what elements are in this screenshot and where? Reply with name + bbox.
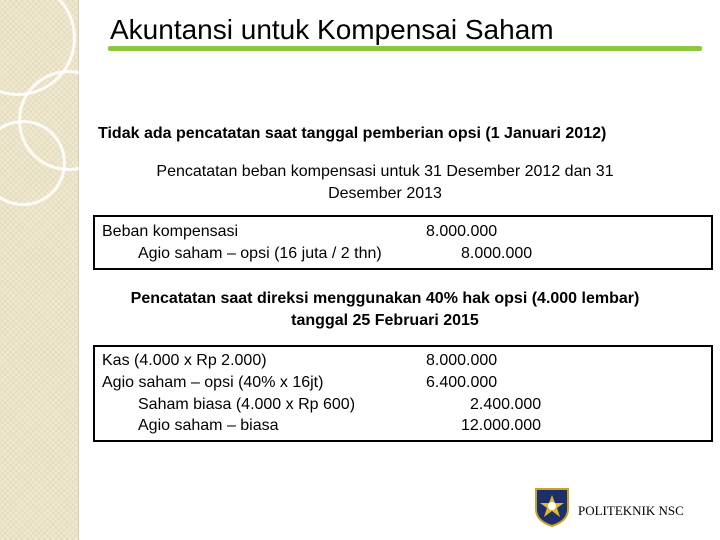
section2-heading-line1: Pencatatan saat direksi menggunakan 40% hak opsi (4.000 lembar) xyxy=(130,290,640,307)
section1-heading-line2: Desember 2013 xyxy=(328,185,442,202)
decorative-side-strip xyxy=(0,0,79,540)
footer-institution: POLITEKNIK NSC xyxy=(578,503,684,518)
journal2-credit: 12.000.000 xyxy=(461,417,542,434)
journal-entry-box-2 xyxy=(93,345,713,442)
journal2-account: Agio saham – opsi (40% x 16jt) xyxy=(102,374,324,391)
section2-heading-line2: tanggal 25 Februari 2015 xyxy=(291,312,479,329)
journal2-account: Agio saham – biasa xyxy=(138,417,279,434)
politeknik-logo-icon xyxy=(533,487,571,527)
journal2-debit: 8.000.000 xyxy=(426,352,498,369)
journal1-account: Agio saham – opsi (16 juta / 2 thn) xyxy=(138,245,382,262)
section1-heading-line1: Pencatatan beban kompensasi untuk 31 Desember 2012 dan 31 xyxy=(156,163,614,180)
journal2-debit: 6.400.000 xyxy=(426,374,498,391)
title-underline xyxy=(108,46,702,51)
grant-note: Tidak ada pencatatan saat tanggal pemberian opsi (1 Januari 2012) xyxy=(98,125,607,142)
journal1-account: Beban kompensasi xyxy=(102,223,239,240)
slide-title: Akuntansi untuk Kompensai Saham xyxy=(110,14,554,45)
journal2-account: Saham biasa (4.000 x Rp 600) xyxy=(138,396,356,413)
journal1-credit: 8.000.000 xyxy=(461,245,533,262)
journal2-account: Kas (4.000 x Rp 2.000) xyxy=(102,352,267,369)
journal2-credit: 2.400.000 xyxy=(470,396,542,413)
journal-entry-box-1 xyxy=(93,215,713,270)
journal1-debit: 8.000.000 xyxy=(426,223,498,240)
